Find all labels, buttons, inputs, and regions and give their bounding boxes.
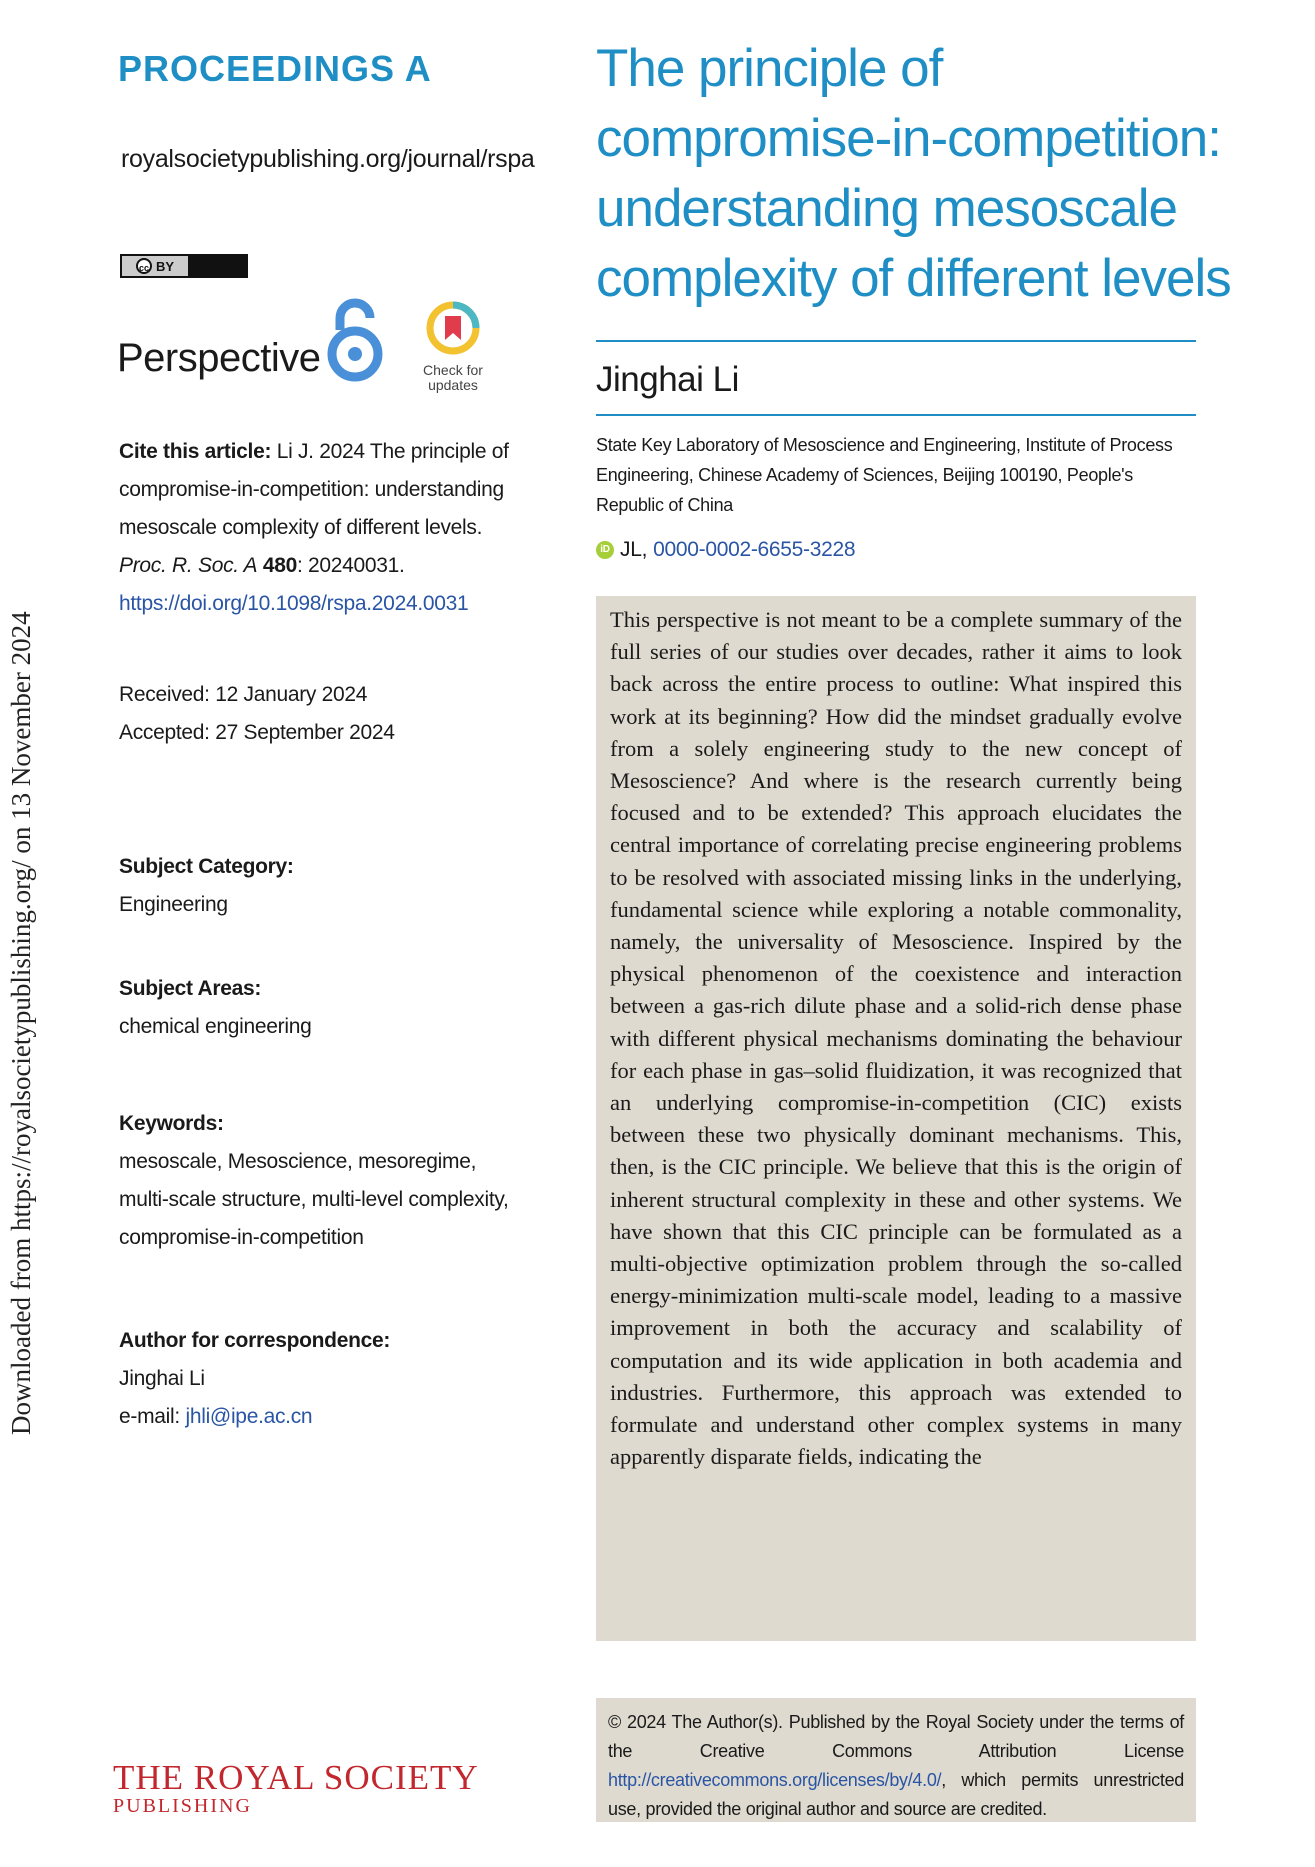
license-text: © 2024 The Author(s). Published by the Royal Society under the terms of the Creative Commons Attribution License	[608, 1712, 1184, 1761]
citation-block	[119, 433, 519, 623]
subject-areas-label: Subject Areas:	[119, 977, 262, 1000]
article-title: The principle of compromise-in-competition: understanding mesoscale complexity of different levels	[596, 39, 1231, 308]
correspondence-name: Jinghai Li	[119, 1367, 205, 1390]
article-author: Jinghai Li	[596, 360, 739, 399]
download-note: Downloaded from https://royalsocietypublishing.org/ on 13 November 2024	[6, 611, 36, 1435]
cc-by-license-badge[interactable]	[120, 254, 248, 278]
license-tail: , which permits unrestricted use, provided the original author and source are credited.	[608, 1770, 1184, 1819]
orcid-link[interactable]: 0000-0002-6655-3228	[653, 538, 856, 561]
keywords-value: mesoscale, Mesoscience, mesoregime, multi-scale structure, multi-level complexity, compromise-in-competition	[119, 1150, 509, 1249]
keywords	[119, 1105, 519, 1257]
cite-label: Cite this article:	[119, 440, 272, 463]
accepted-date: Accepted: 27 September 2024	[119, 721, 395, 744]
license-link[interactable]: http://creativecommons.org/licenses/by/4.0/	[608, 1770, 942, 1790]
cite-article: : 20240031.	[296, 554, 405, 577]
doi-link[interactable]: https://doi.org/10.1098/rspa.2024.0031	[119, 592, 469, 615]
orcid-icon: iD	[596, 541, 614, 559]
subject-category-value: Engineering	[119, 893, 228, 916]
check-updates-label: Check for updates	[423, 362, 483, 393]
abstract-box	[596, 596, 1196, 1641]
email-label: e-mail:	[119, 1405, 186, 1428]
email-link[interactable]: jhli@ipe.ac.cn	[185, 1405, 313, 1428]
subject-areas	[119, 970, 311, 1046]
cite-journal: Proc. R. Soc. A	[119, 554, 258, 577]
correspondence-label: Author for correspondence:	[119, 1329, 391, 1352]
subject-category-label: Subject Category:	[119, 855, 294, 878]
by-label: BY	[155, 258, 175, 274]
royal-society-logo[interactable]	[113, 1760, 479, 1816]
license-box	[596, 1698, 1196, 1822]
cite-volume: 480	[262, 554, 297, 577]
subject-category	[119, 848, 294, 924]
check-for-updates-button[interactable]	[414, 300, 492, 393]
orcid-line	[596, 538, 855, 562]
article-type: Perspective	[117, 336, 321, 380]
dates-block	[119, 676, 395, 752]
journal-url[interactable]: royalsocietypublishing.org/journal/rspa	[121, 145, 535, 173]
title-rule	[596, 340, 1196, 342]
publisher-name: THE ROYAL SOCIETY	[113, 1758, 479, 1797]
cite-text: Li J. 2024 The principle of compromise-in-competition: understanding mesoscale complexity of different levels.	[119, 440, 509, 539]
affiliation: State Key Laboratory of Mesoscience and Engineering, Institute of Process Engineering, Chinese Academy of Sciences, Beijing 100190, People's Republic of China	[596, 435, 1173, 515]
author-rule	[596, 414, 1196, 416]
correspondence	[119, 1322, 390, 1436]
received-date: Received: 12 January 2024	[119, 683, 368, 706]
subject-areas-value: chemical engineering	[119, 1015, 312, 1038]
publisher-sub: PUBLISHING	[113, 1795, 252, 1817]
keywords-label: Keywords:	[119, 1112, 224, 1135]
check-updates-icon	[425, 300, 481, 356]
orcid-initials: JL,	[620, 538, 648, 561]
journal-name: PROCEEDINGS A	[118, 48, 432, 89]
cc-icon: cc	[136, 258, 152, 274]
open-access-icon	[326, 296, 384, 391]
abstract-text: This perspective is not meant to be a complete summary of the full series of our studies over decades, rather it aims to look back across the entire process to outline: What inspired this work at its beginning? How did the mindset gradually evolve from a solely engineering study to the new concept of Mesoscience? And where is the research currently being focused and to be extended? This approach elucidates the central importance of correlating precise engineering problems to be resolved with associated missing links in the underlying, fundamental science while exploring a notable commonality, namely, the universality of Mesoscience. Inspired by the physical phenomenon of the coexistence and interaction between a gas-rich dilute phase and a solid-rich dense phase with different physical mechanisms dominating the behaviour for each phase in gas–solid fluidization, it was recognized that an underlying compromise-in-competition (CIC) exists between these two physically dominant mechanisms. This, then, is the CIC principle. We believe that this is the origin of inherent structural complexity in these and other systems. We have shown that this CIC principle can be formulated as a multi-objective optimization problem through the so-called energy-minimization multi-scale model, leading to a massive improvement in both the accuracy and scalability of computation and its wide application in both academia and industries. Furthermore, this approach was extended to formulate and understand other complex systems in many apparently disparate fields, indicating the	[610, 607, 1182, 1470]
